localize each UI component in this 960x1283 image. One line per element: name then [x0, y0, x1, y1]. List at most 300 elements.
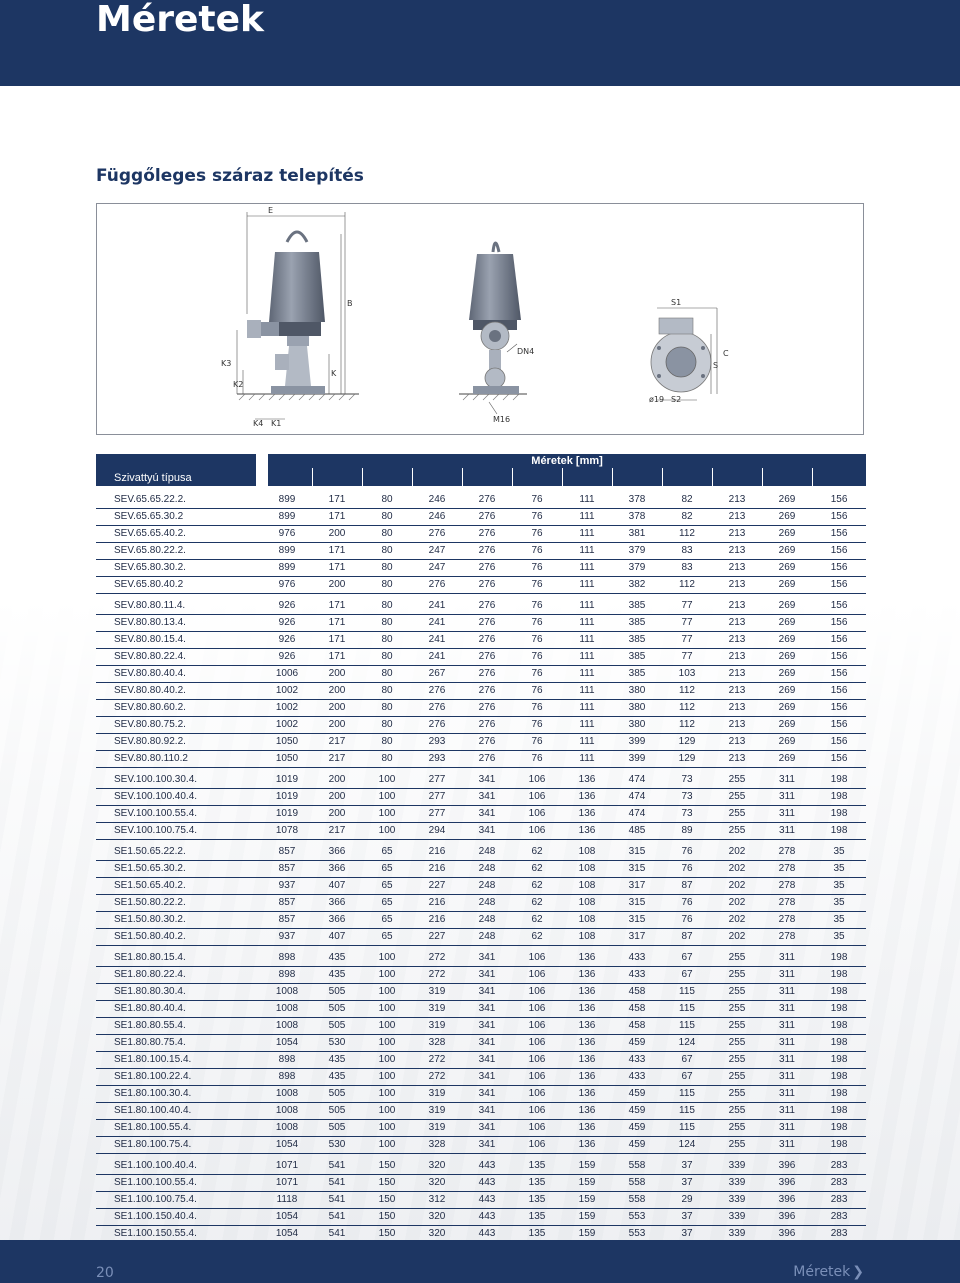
dimension-cell: 112 — [662, 683, 712, 700]
label-s1: S1 — [671, 298, 682, 307]
dimension-cell: 1006 — [262, 666, 312, 683]
dimension-cell: 277 — [412, 772, 462, 789]
dimension-cell: 159 — [562, 1226, 612, 1243]
label-k2: K2 — [233, 380, 244, 389]
pump-side-view — [221, 206, 359, 428]
dimension-cell: 108 — [562, 844, 612, 861]
dimension-cell: 1019 — [262, 772, 312, 789]
dimension-cell: 311 — [762, 772, 812, 789]
dimension-cell: 255 — [712, 1001, 762, 1018]
pump-front-view — [459, 243, 534, 424]
dimension-cell: 76 — [512, 751, 562, 768]
dimension-cell: 1071 — [262, 1158, 312, 1175]
dimension-cell: 216 — [412, 861, 462, 878]
dimension-cell: 311 — [762, 984, 812, 1001]
table-row — [96, 984, 866, 1001]
dimension-cell: 136 — [562, 1052, 612, 1069]
dimension-cell: 216 — [412, 895, 462, 912]
dimension-cell: 200 — [312, 806, 362, 823]
dimension-cell: 278 — [762, 861, 812, 878]
dimension-cell: 103 — [662, 666, 712, 683]
dimension-cell: 106 — [512, 1001, 562, 1018]
dimension-cell: 213 — [712, 598, 762, 615]
table-row — [96, 929, 866, 946]
table-row — [96, 717, 866, 734]
label-m16: M16 — [493, 415, 511, 424]
dimension-cell: 171 — [312, 615, 362, 632]
dimension-cell: 112 — [662, 577, 712, 594]
table-row — [96, 844, 866, 861]
dimension-cell: 341 — [462, 1086, 512, 1103]
dimension-cell: 76 — [512, 492, 562, 509]
dimension-cell: 135 — [512, 1158, 562, 1175]
dimension-cell: 156 — [812, 598, 866, 615]
dimension-cell: 76 — [512, 717, 562, 734]
dimension-cell: 202 — [712, 844, 762, 861]
dimension-cell: 150 — [362, 1175, 412, 1192]
pump-type-cell: SE1.80.100.22.4. — [96, 1069, 262, 1086]
dimension-cell: 171 — [312, 492, 362, 509]
dimension-cell: 37 — [662, 1175, 712, 1192]
dimension-cell: 35 — [812, 895, 866, 912]
dimension-cell: 276 — [462, 543, 512, 560]
label-d19: ø19 — [649, 395, 665, 404]
dimension-cell: 276 — [462, 683, 512, 700]
table-row — [96, 950, 866, 967]
dimension-cell: 100 — [362, 1137, 412, 1154]
dimension-cell: 276 — [412, 526, 462, 543]
dimension-cell: 1008 — [262, 1018, 312, 1035]
dimension-cell: 396 — [762, 1226, 812, 1243]
dimension-cell: 156 — [812, 632, 866, 649]
dimension-cell: 459 — [612, 1120, 662, 1137]
dimension-cell: 311 — [762, 1069, 812, 1086]
dimension-cell: 1050 — [262, 734, 312, 751]
dimension-cell: 255 — [712, 1120, 762, 1137]
dimension-cell: 319 — [412, 1018, 462, 1035]
dimension-cell: 150 — [362, 1192, 412, 1209]
table-row — [96, 1069, 866, 1086]
dimension-cell: 73 — [662, 772, 712, 789]
dimension-cell: 459 — [612, 1086, 662, 1103]
dimension-cell: 111 — [562, 526, 612, 543]
dimension-cell: 76 — [512, 577, 562, 594]
dimension-cell: 171 — [312, 598, 362, 615]
dimension-cell: 76 — [512, 598, 562, 615]
dimension-cell: 278 — [762, 878, 812, 895]
pump-type-cell: SE1.50.65.30.2. — [96, 861, 262, 878]
dimension-cell: 283 — [812, 1175, 866, 1192]
dimension-cell: 857 — [262, 861, 312, 878]
table-row — [96, 1018, 866, 1035]
dimension-cell: 80 — [362, 632, 412, 649]
dimension-cell: 136 — [562, 1001, 612, 1018]
dimension-cell: 108 — [562, 929, 612, 946]
dimension-cell: 200 — [312, 577, 362, 594]
dimension-cell: 379 — [612, 543, 662, 560]
dimension-cell: 200 — [312, 666, 362, 683]
dimension-cell: 87 — [662, 929, 712, 946]
dimension-cell: 553 — [612, 1226, 662, 1243]
footer-section-link[interactable] — [793, 1263, 864, 1281]
pump-type-cell: SEV.65.80.40.2 — [96, 577, 262, 594]
dimension-cell: 341 — [462, 1052, 512, 1069]
chevron-right-icon: ❯ — [852, 1264, 864, 1280]
dimension-cell: 435 — [312, 967, 362, 984]
dimension-cell: 505 — [312, 1086, 362, 1103]
dimension-cell: 62 — [512, 878, 562, 895]
dimension-cell: 80 — [362, 700, 412, 717]
dimension-cell: 35 — [812, 844, 866, 861]
dimension-cell: 899 — [262, 492, 312, 509]
page-number: 20 — [96, 1265, 114, 1281]
table-row — [96, 615, 866, 632]
dimension-cell: 156 — [812, 577, 866, 594]
dimension-cell: 341 — [462, 789, 512, 806]
dimension-cell: 435 — [312, 1069, 362, 1086]
dimension-cell: 241 — [412, 649, 462, 666]
table-row — [96, 1209, 866, 1226]
dimension-cell: 1002 — [262, 717, 312, 734]
dimension-cell: 443 — [462, 1209, 512, 1226]
dimension-cell: 433 — [612, 950, 662, 967]
pump-type-cell: SE1.80.80.40.4. — [96, 1001, 262, 1018]
dimension-cell: 269 — [762, 751, 812, 768]
dimension-cell: 106 — [512, 1137, 562, 1154]
dimension-cell: 396 — [762, 1192, 812, 1209]
dimension-cell: 76 — [512, 734, 562, 751]
dimension-cell: 1078 — [262, 823, 312, 840]
dimension-cell: 276 — [462, 700, 512, 717]
dimension-cell: 276 — [462, 734, 512, 751]
dimension-cell: 198 — [812, 950, 866, 967]
table-row — [96, 823, 866, 840]
dimension-cell: 339 — [712, 1209, 762, 1226]
dimension-cell: 106 — [512, 984, 562, 1001]
dimension-cell: 106 — [512, 1086, 562, 1103]
dimension-cell: 76 — [662, 861, 712, 878]
dimension-cell: 341 — [462, 806, 512, 823]
dimension-cell: 255 — [712, 950, 762, 967]
dimension-cell: 111 — [562, 649, 612, 666]
dimension-cell: 159 — [562, 1209, 612, 1226]
dimension-cell: 899 — [262, 543, 312, 560]
table-row — [96, 1158, 866, 1175]
dimension-cell: 213 — [712, 526, 762, 543]
dimension-cell: 108 — [562, 895, 612, 912]
table-row — [96, 1052, 866, 1069]
pump-type-cell: SE1.50.80.30.2. — [96, 912, 262, 929]
label-k3: K3 — [221, 359, 232, 368]
dimension-cell: 857 — [262, 844, 312, 861]
dimension-cell: 77 — [662, 649, 712, 666]
dimension-cell: 136 — [562, 823, 612, 840]
dimension-cell: 385 — [612, 598, 662, 615]
dimension-cell: 341 — [462, 1069, 512, 1086]
dimension-cell: 87 — [662, 878, 712, 895]
dimension-cell: 319 — [412, 984, 462, 1001]
dimension-cell: 73 — [662, 789, 712, 806]
dimension-cell: 65 — [362, 929, 412, 946]
dimension-cell: 443 — [462, 1226, 512, 1243]
dimension-cell: 283 — [812, 1158, 866, 1175]
dimension-cell: 136 — [562, 1086, 612, 1103]
dimension-cell: 269 — [762, 492, 812, 509]
dimension-cell: 385 — [612, 615, 662, 632]
dimension-cell: 505 — [312, 984, 362, 1001]
dimension-cell: 293 — [412, 734, 462, 751]
dimension-cell: 115 — [662, 1018, 712, 1035]
dimension-cell: 213 — [712, 649, 762, 666]
pump-type-cell: SE1.100.100.75.4. — [96, 1192, 262, 1209]
dimension-cell: 435 — [312, 1052, 362, 1069]
dimension-cell: 156 — [812, 734, 866, 751]
dimension-cell: 106 — [512, 1052, 562, 1069]
dimension-cell: 159 — [562, 1192, 612, 1209]
dimension-cell: 276 — [462, 632, 512, 649]
label-c: C — [723, 349, 729, 358]
dimension-cell: 100 — [362, 950, 412, 967]
dimension-cell: 65 — [362, 844, 412, 861]
table-row — [96, 895, 866, 912]
table-row — [96, 789, 866, 806]
dimension-cell: 76 — [512, 683, 562, 700]
dimension-cell: 106 — [512, 1035, 562, 1052]
dimension-cell: 385 — [612, 666, 662, 683]
table-row — [96, 1001, 866, 1018]
dimension-cell: 100 — [362, 1052, 412, 1069]
dimension-cell: 65 — [362, 912, 412, 929]
dimension-cell: 100 — [362, 823, 412, 840]
dimension-cell: 200 — [312, 717, 362, 734]
dimension-cell: 108 — [562, 912, 612, 929]
dimension-cell: 198 — [812, 1103, 866, 1120]
dimension-cell: 276 — [462, 649, 512, 666]
dimension-cell: 269 — [762, 717, 812, 734]
dimension-cell: 111 — [562, 615, 612, 632]
dimension-cell: 1008 — [262, 1086, 312, 1103]
dimension-cell: 100 — [362, 1120, 412, 1137]
dimension-cell: 67 — [662, 950, 712, 967]
dimension-cell: 269 — [762, 632, 812, 649]
dimension-cell: 111 — [562, 577, 612, 594]
pump-type-cell: SEV.100.100.40.4. — [96, 789, 262, 806]
dimension-cell: 156 — [812, 509, 866, 526]
dimension-cell: 317 — [612, 929, 662, 946]
dimension-cell: 269 — [762, 526, 812, 543]
dimension-cell: 106 — [512, 1069, 562, 1086]
dimension-cell: 198 — [812, 789, 866, 806]
dimension-cell: 1008 — [262, 1001, 312, 1018]
pump-type-cell: SE1.80.100.30.4. — [96, 1086, 262, 1103]
dimension-cell: 112 — [662, 526, 712, 543]
dimension-cell: 171 — [312, 560, 362, 577]
dimension-cell: 247 — [412, 543, 462, 560]
dimension-cell: 156 — [812, 700, 866, 717]
dimension-cell: 277 — [412, 789, 462, 806]
dimension-cell: 76 — [662, 844, 712, 861]
dimension-cell: 67 — [662, 1052, 712, 1069]
dimension-cell: 108 — [562, 878, 612, 895]
dimension-cell: 255 — [712, 1035, 762, 1052]
dimension-cell: 198 — [812, 772, 866, 789]
dimension-cell: 80 — [362, 560, 412, 577]
dimension-cell: 269 — [762, 683, 812, 700]
dimension-cell: 100 — [362, 1103, 412, 1120]
dimension-cell: 399 — [612, 751, 662, 768]
dimension-cell: 396 — [762, 1209, 812, 1226]
dimension-cell: 213 — [712, 683, 762, 700]
pump-type-cell: SE1.80.80.15.4. — [96, 950, 262, 967]
dimension-cell: 311 — [762, 1120, 812, 1137]
table-row — [96, 878, 866, 895]
dimension-cell: 276 — [462, 615, 512, 632]
dimension-cell: 80 — [362, 509, 412, 526]
dimension-cell: 129 — [662, 734, 712, 751]
dimension-cell: 278 — [762, 929, 812, 946]
pump-type-cell: SEV.80.80.110.2 — [96, 751, 262, 768]
dimension-cell: 541 — [312, 1158, 362, 1175]
label-k: K — [331, 369, 337, 378]
dimension-cell: 227 — [412, 878, 462, 895]
dimension-cell: 76 — [512, 700, 562, 717]
dimension-cell: 276 — [412, 717, 462, 734]
dimension-cell: 366 — [312, 895, 362, 912]
label-s: S — [713, 361, 719, 370]
table-row — [96, 734, 866, 751]
dimension-cell: 311 — [762, 967, 812, 984]
dimension-cell: 111 — [562, 734, 612, 751]
pump-type-cell: SE1.80.100.15.4. — [96, 1052, 262, 1069]
dimension-cell: 136 — [562, 1018, 612, 1035]
dimension-cell: 198 — [812, 1120, 866, 1137]
dimension-cell: 380 — [612, 717, 662, 734]
dimension-cell: 135 — [512, 1226, 562, 1243]
dimension-cell: 62 — [512, 929, 562, 946]
dimension-cell: 80 — [362, 666, 412, 683]
dimension-cell: 35 — [812, 912, 866, 929]
dimension-cell: 255 — [712, 789, 762, 806]
dimension-cell: 213 — [712, 751, 762, 768]
dimension-cell: 65 — [362, 878, 412, 895]
dimension-cell: 216 — [412, 912, 462, 929]
dimension-cell: 276 — [462, 751, 512, 768]
dimension-cell: 241 — [412, 632, 462, 649]
dimension-cell: 926 — [262, 632, 312, 649]
dimension-cell: 62 — [512, 861, 562, 878]
dimension-cell: 459 — [612, 1137, 662, 1154]
pump-type-cell: SEV.100.100.75.4. — [96, 823, 262, 840]
dimension-cell: 458 — [612, 1001, 662, 1018]
pump-type-cell: SEV.65.65.40.2. — [96, 526, 262, 543]
dimension-cell: 248 — [462, 861, 512, 878]
dimension-cell: 341 — [462, 984, 512, 1001]
dimension-cell: 1002 — [262, 683, 312, 700]
label-b: B — [347, 299, 353, 308]
dimension-cell: 136 — [562, 984, 612, 1001]
dimension-cell: 62 — [512, 912, 562, 929]
dimension-cell: 267 — [412, 666, 462, 683]
dimension-cell: 82 — [662, 509, 712, 526]
dimension-cell: 106 — [512, 967, 562, 984]
dimension-cell: 77 — [662, 598, 712, 615]
dimension-cell: 1054 — [262, 1226, 312, 1243]
table-row — [96, 967, 866, 984]
dimension-cell: 67 — [662, 967, 712, 984]
dimension-cell: 100 — [362, 772, 412, 789]
dimension-cell: 135 — [512, 1209, 562, 1226]
dimension-cell: 1054 — [262, 1035, 312, 1052]
dimension-cell: 269 — [762, 560, 812, 577]
pump-type-cell: SE1.50.80.40.2. — [96, 929, 262, 946]
dimension-cell: 217 — [312, 734, 362, 751]
dimension-cell: 198 — [812, 1052, 866, 1069]
dimension-cell: 311 — [762, 823, 812, 840]
dimension-cell: 136 — [562, 1120, 612, 1137]
dimension-cell: 76 — [662, 895, 712, 912]
dimension-cell: 115 — [662, 984, 712, 1001]
dimension-cell: 294 — [412, 823, 462, 840]
dimension-cell: 541 — [312, 1192, 362, 1209]
section-title: Függőleges száraz telepítés — [96, 166, 364, 186]
dimension-cell: 1002 — [262, 700, 312, 717]
dimension-cell: 202 — [712, 895, 762, 912]
dimension-cell: 276 — [462, 509, 512, 526]
pump-type-cell: SE1.100.100.40.4. — [96, 1158, 262, 1175]
dimension-cell: 474 — [612, 806, 662, 823]
dimension-cell: 77 — [662, 615, 712, 632]
table-row — [96, 509, 866, 526]
dimension-cell: 100 — [362, 806, 412, 823]
dimension-cell: 1054 — [262, 1137, 312, 1154]
pump-type-cell: SE1.80.100.55.4. — [96, 1120, 262, 1137]
dimension-cell: 272 — [412, 967, 462, 984]
table-row — [96, 543, 866, 560]
dimension-cell: 150 — [362, 1209, 412, 1226]
dimension-cell: 67 — [662, 1069, 712, 1086]
dimension-cell: 156 — [812, 560, 866, 577]
dimension-cell: 937 — [262, 878, 312, 895]
pump-type-cell: SE1.100.100.55.4. — [96, 1175, 262, 1192]
dimension-cell: 35 — [812, 878, 866, 895]
dimension-cell: 213 — [712, 509, 762, 526]
dimension-cell: 380 — [612, 700, 662, 717]
pump-type-cell: SEV.80.80.22.4. — [96, 649, 262, 666]
dimension-cell: 315 — [612, 895, 662, 912]
pump-type-cell: SEV.100.100.30.4. — [96, 772, 262, 789]
pump-type-cell: SE1.100.150.40.4. — [96, 1209, 262, 1226]
dimension-cell: 317 — [612, 878, 662, 895]
dimension-cell: 115 — [662, 1120, 712, 1137]
table-row — [96, 751, 866, 768]
dimension-cell: 339 — [712, 1226, 762, 1243]
table-row — [96, 598, 866, 615]
dimension-cell: 62 — [512, 844, 562, 861]
dimension-cell: 276 — [412, 577, 462, 594]
dimension-cell: 396 — [762, 1158, 812, 1175]
dimension-cell: 530 — [312, 1137, 362, 1154]
dimension-cell: 311 — [762, 1018, 812, 1035]
footer-link-label: Méretek — [793, 1264, 851, 1280]
dimension-cell: 111 — [562, 666, 612, 683]
dimension-cell: 341 — [462, 1035, 512, 1052]
label-dn4: DN4 — [517, 347, 535, 356]
dimension-cell: 278 — [762, 912, 812, 929]
dimension-cell: 136 — [562, 806, 612, 823]
dimension-cell: 100 — [362, 1035, 412, 1052]
dimension-cell: 83 — [662, 560, 712, 577]
dimension-cell: 77 — [662, 632, 712, 649]
